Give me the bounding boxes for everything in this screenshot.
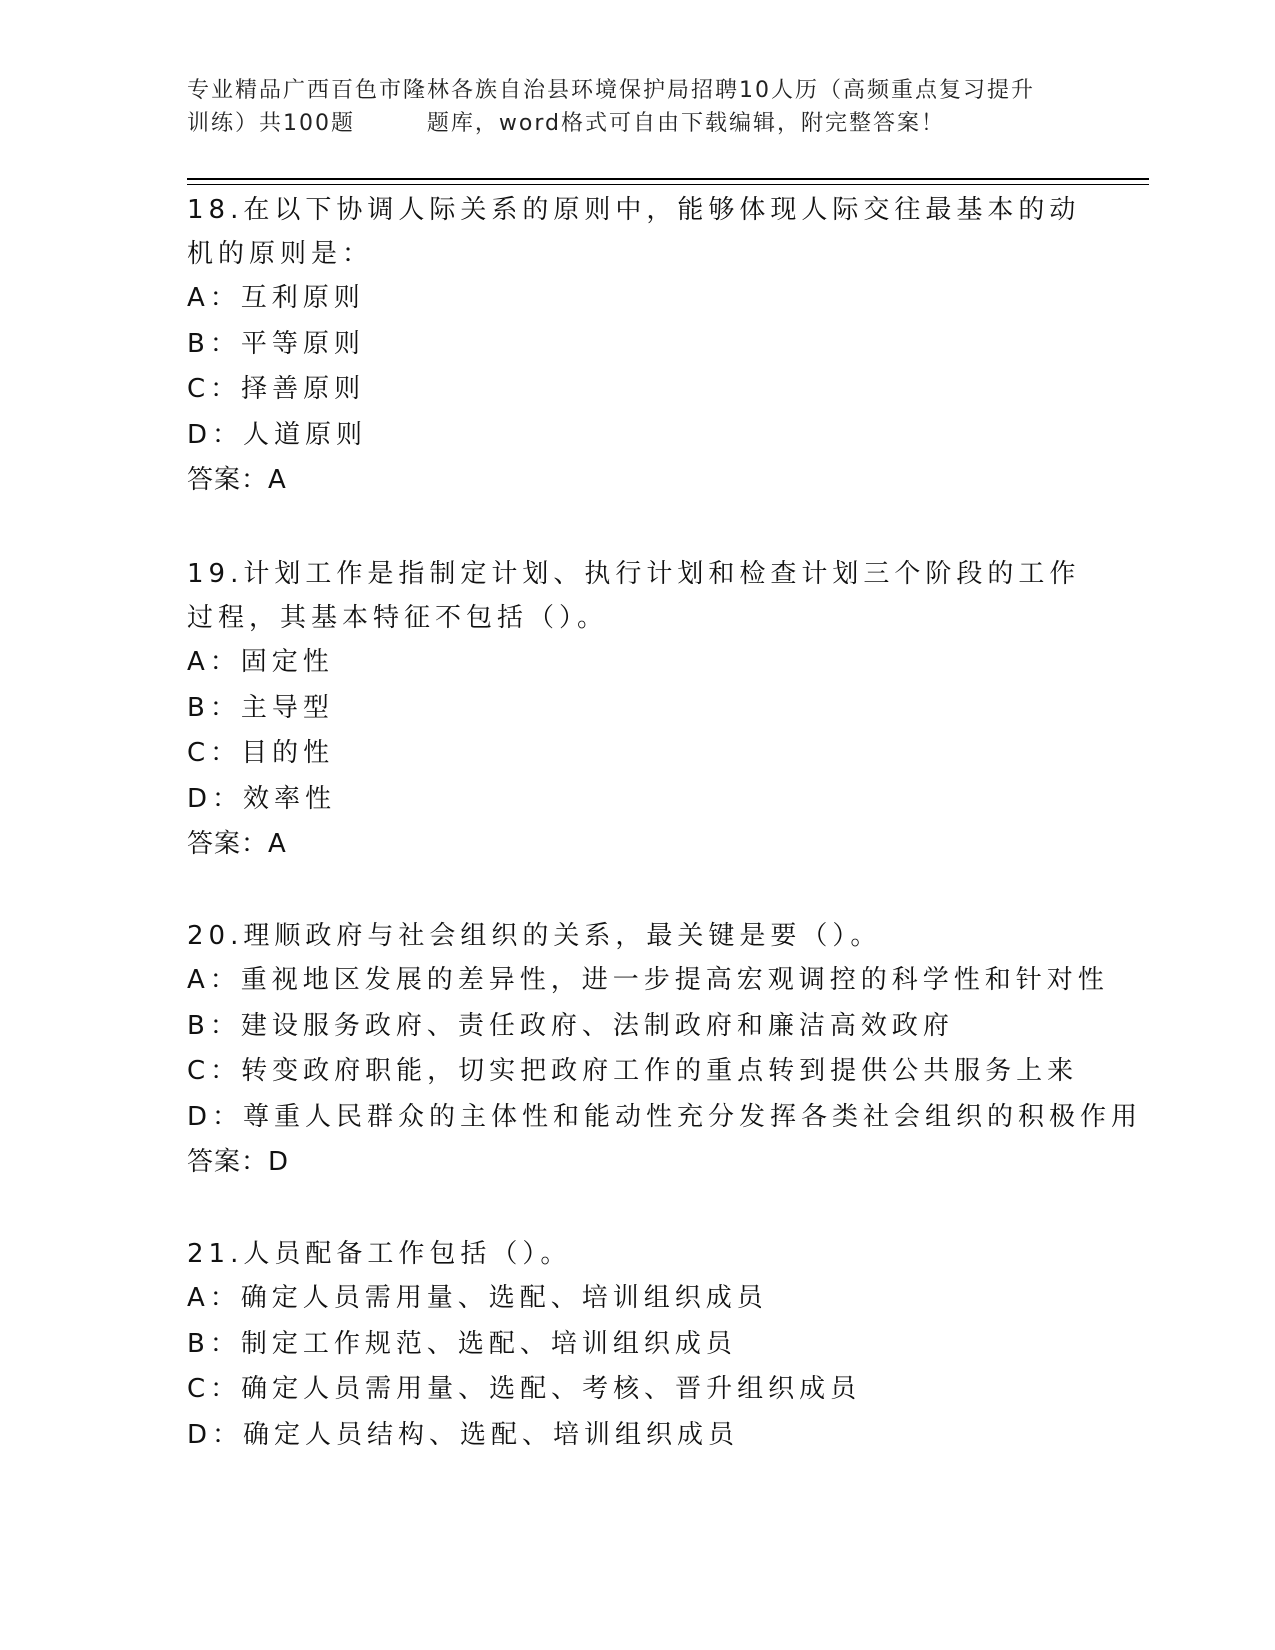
answer-line: 答案：A	[187, 829, 287, 859]
option-a: A：确定人员需用量、选配、培训组织成员	[187, 1283, 768, 1313]
document-header	[187, 74, 1087, 140]
header-title-line-2: 训练）共100题 题库，word格式可自由下载编辑，附完整答案！	[187, 111, 946, 136]
option-b: B：平等原则	[187, 328, 365, 359]
question-block	[187, 552, 1087, 868]
question-block	[187, 914, 1143, 1186]
option-d: D：尊重人民群众的主体性和能动性充分发挥各类社会组织的积极作用	[187, 1101, 1143, 1132]
question-stem: 19.计划工作是指制定计划、执行计划和检查计划三个阶段的工作过程，其基本特征不包括（）。	[187, 559, 1081, 633]
question-stem: 18.在以下协调人际关系的原则中，能够体现人际交往最基本的动机的原则是：	[187, 195, 1081, 269]
option-a: A：重视地区发展的差异性，进一步提高宏观调控的科学性和针对性	[187, 965, 1109, 995]
question-block	[187, 188, 1087, 504]
answer-line: 答案：D	[187, 1147, 290, 1177]
header-title-line-1: 专业精品广西百色市隆林各族自治县环境保护局招聘10人历（高频重点复习提升	[187, 78, 1035, 103]
option-c: C：择善原则	[187, 374, 366, 404]
option-c: C：目的性	[187, 738, 335, 768]
option-c: C：转变政府职能，切实把政府工作的重点转到提供公共服务上来	[187, 1056, 1079, 1086]
option-d: D：效率性	[187, 783, 337, 814]
option-b: B：主导型	[187, 692, 334, 723]
option-b: B：建设服务政府、责任政府、法制政府和廉洁高效政府	[187, 1010, 954, 1041]
option-a: A：固定性	[187, 647, 334, 677]
question-stem: 21.人员配备工作包括（）。	[187, 1239, 572, 1269]
question-stem: 20.理顺政府与社会组织的关系，最关键是要（）。	[187, 921, 882, 951]
option-c: C：确定人员需用量、选配、考核、晋升组织成员	[187, 1374, 862, 1404]
option-d: D：确定人员结构、选配、培训组织成员	[187, 1419, 740, 1450]
question-block	[187, 1232, 1087, 1458]
answer-line: 答案：A	[187, 465, 287, 495]
header-rule-thick	[187, 178, 1149, 180]
option-a: A：互利原则	[187, 283, 365, 313]
header-rule-thin	[187, 184, 1149, 185]
option-b: B：制定工作规范、选配、培训组织成员	[187, 1328, 737, 1359]
option-d: D：人道原则	[187, 419, 368, 450]
